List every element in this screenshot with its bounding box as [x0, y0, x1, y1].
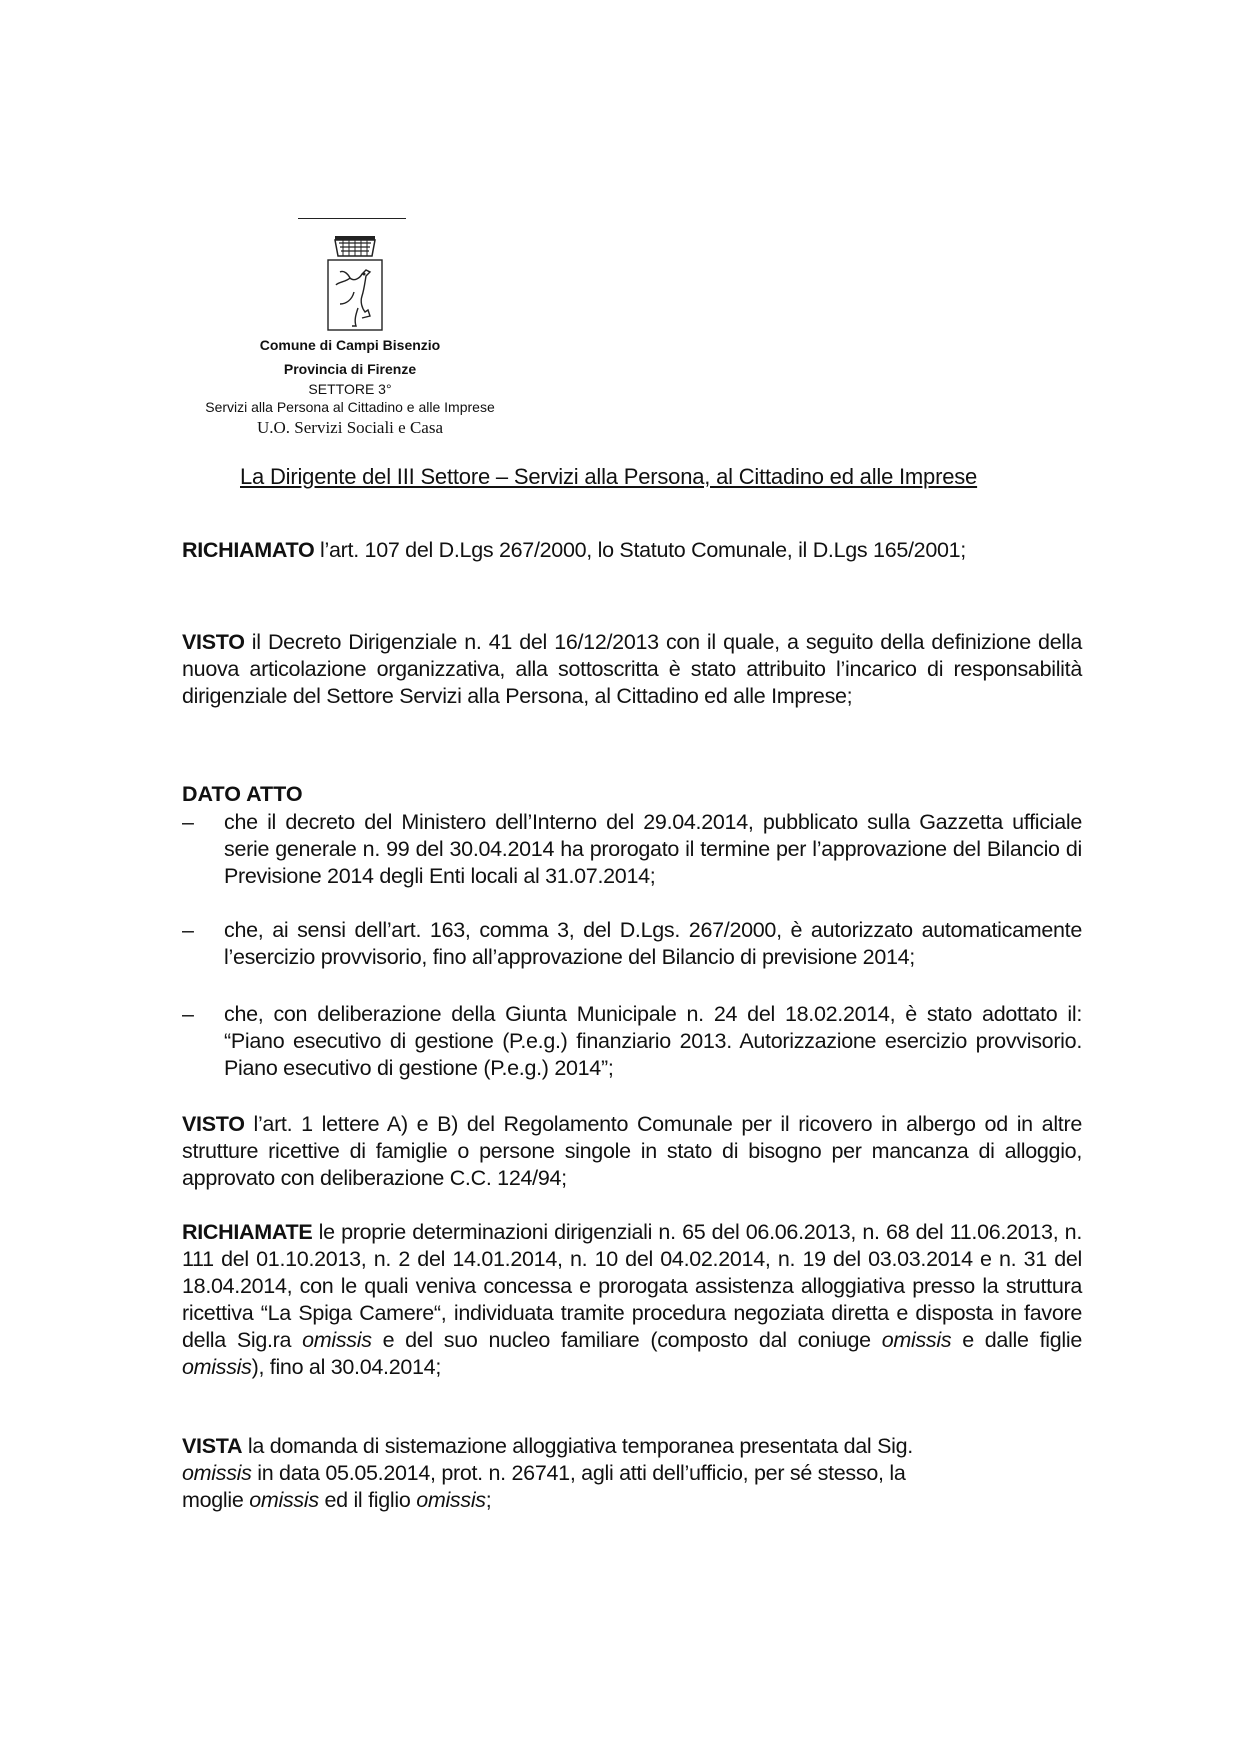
unita-operativa-label: U.O. Servizi Sociali e Casa [256, 418, 443, 437]
paragraph-line [182, 1433, 1082, 1460]
comune-name: Comune di Campi Bisenzio [259, 337, 441, 353]
paragraph-text: ; [485, 1488, 492, 1512]
paragraph-text: l’art. 1 lettere A) e B) del Regolamento Comunale per il ricovero in albergo od in altre strutture ricettive di famiglie o persone singole in stato di bisogno per mancanza di alloggio, approvato con deliberazione C.C. 124/94; [182, 1112, 1082, 1190]
header-rule [298, 218, 406, 219]
paragraph-text: e dalle figlie [951, 1328, 1082, 1352]
list-item-text: che, ai sensi dell’art. 163, comma 3, del D.Lgs. 267/2000, è autorizzato automaticamente l’esercizio provvisorio, fino all’approvazione del Bilancio di previsione 2014; [224, 918, 1082, 969]
keyword: VISTA [182, 1434, 243, 1458]
provincia-name: Provincia di Firenze [283, 361, 417, 377]
list-item [182, 917, 1082, 971]
crown-icon [335, 236, 375, 256]
paragraph-text: moglie [182, 1488, 250, 1512]
keyword: RICHIAMATO [182, 538, 315, 562]
redacted-name: omissis [249, 1488, 319, 1512]
paragraph-visto-decreto [182, 629, 1082, 710]
paragraph-visto-regolamento [182, 1111, 1082, 1192]
shield-icon [328, 260, 382, 330]
paragraph-text: l’art. 107 del D.Lgs 267/2000, lo Statuto Comunale, il D.Lgs 165/2001; [314, 538, 966, 562]
paragraph-richiamate [182, 1219, 1082, 1381]
document-heading: La Dirigente del III Settore – Servizi alla Persona, al Cittadino ed alle Imprese [240, 464, 978, 489]
list-item [182, 1001, 1082, 1082]
keyword: VISTO [182, 1112, 245, 1136]
paragraph-text: ed il figlio [318, 1488, 417, 1512]
coat-of-arms-logo [310, 230, 400, 335]
keyword: RICHIAMATE [182, 1220, 313, 1244]
paragraph-text: il Decreto Dirigenziale n. 41 del 16/12/2013 con il quale, a seguito della definizione della nuova articolazione organizzativa, alla sottoscritta è stato attribuito l’incarico di responsabilità dirigenziale del Settore Servizi alla Persona, al Cittadino ed alle Imprese; [182, 630, 1082, 708]
dash-bullet: – [182, 918, 194, 942]
redacted-name: omissis [182, 1355, 252, 1379]
dato-atto-heading: DATO ATTO [182, 782, 303, 806]
paragraph-text: ), fino al 30.04.2014; [251, 1355, 442, 1379]
list-item [182, 809, 1082, 890]
list-item-text: che il decreto del Ministero dell’Interno del 29.04.2014, pubblicato sulla Gazzetta ufficiale serie generale n. 99 del 30.04.2014 ha prorogato il termine per l’approvazione del Bilancio di Previsione 2014 degli Enti locali al 31.07.2014; [224, 810, 1082, 888]
paragraph-richiamato [182, 537, 1082, 564]
paragraph-vista [182, 1433, 1082, 1514]
paragraph-text: la domanda di sistemazione alloggiativa temporanea presentata dal Sig. [242, 1434, 913, 1458]
servizi-label: Servizi alla Persona al Cittadino e alle Imprese [205, 399, 495, 415]
redacted-name: omissis [182, 1461, 252, 1485]
paragraph-text: in data 05.05.2014, prot. n. 26741, agli atti dell’ufficio, per sé stesso, la [251, 1461, 906, 1485]
keyword: VISTO [182, 630, 245, 654]
dash-bullet: – [182, 1002, 194, 1026]
paragraph-text: e del suo nucleo familiare (composto dal coniuge [371, 1328, 882, 1352]
list-item-text: che, con deliberazione della Giunta Municipale n. 24 del 18.02.2014, è stato adottato il: “Piano esecutivo di gestione (P.e.g.) finanziario 2013. Autorizzazione esercizio provvisorio. Piano esecutivo di gestione (P.e.g.) 2014”; [224, 1002, 1082, 1080]
redacted-name: omissis [416, 1488, 486, 1512]
settore-label: SETTORE 3° [308, 381, 392, 397]
paragraph-text: le proprie determinazioni dirigenziali n. 65 del 06.06.2013, n. 68 del 11.06.2013, n. 111 del 01.10.2013, n. 2 del 14.01.2014, n. 10 del 04.02.2014, n. 19 del 03.03.2014 e n. 31 del 18.04.2014, con le quali veniva concessa e prorogata assistenza alloggiativa presso la struttura ricettiva “La Spiga Camere“, individuata tramite procedura negoziata diretta e disposta in favore della Sig.ra [182, 1220, 1082, 1352]
redacted-name: omissis [881, 1328, 952, 1352]
dash-bullet: – [182, 810, 194, 834]
paragraph-line [182, 1487, 1082, 1514]
redacted-name: omissis [302, 1328, 372, 1352]
paragraph-line [182, 1460, 1082, 1487]
